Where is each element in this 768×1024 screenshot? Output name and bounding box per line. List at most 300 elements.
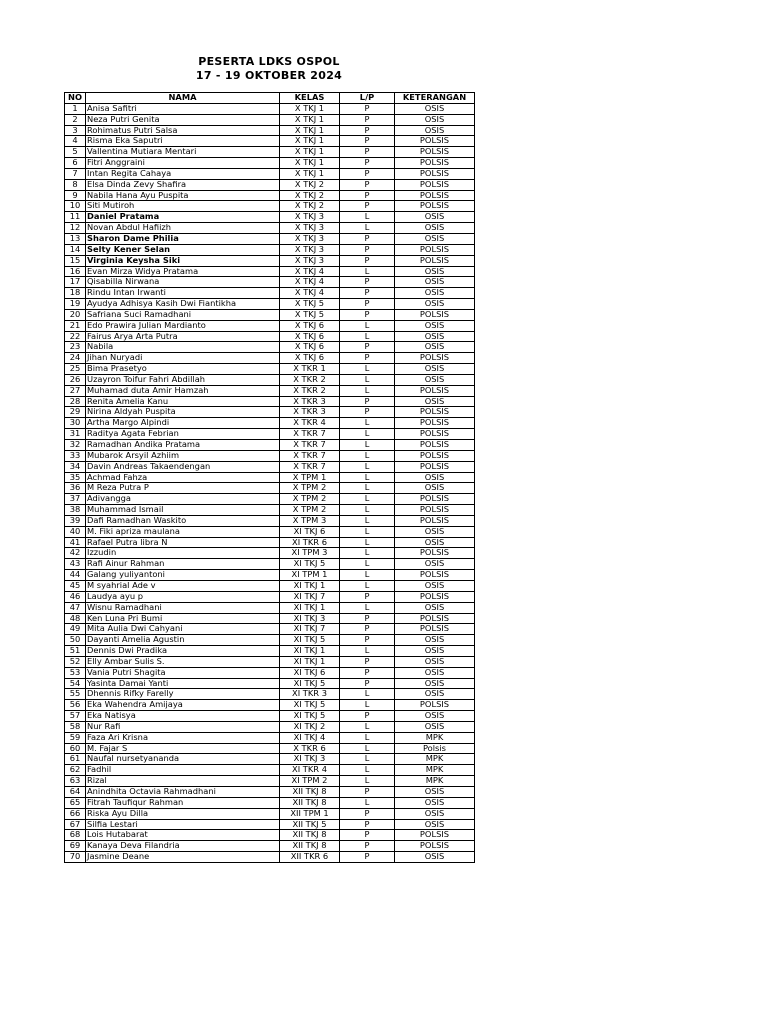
participant-gender: L xyxy=(340,570,395,581)
row-number: 67 xyxy=(65,819,86,830)
participant-class: XI TKJ 7 xyxy=(280,591,340,602)
participant-name: Fitrah Taufiqur Rahman xyxy=(86,797,280,808)
participant-name: Silfia Lestari xyxy=(86,819,280,830)
participant-name: Dhennis Rifky Farelly xyxy=(86,689,280,700)
participant-class: XI TKJ 2 xyxy=(280,721,340,732)
participant-name: Galang yuliyantoni xyxy=(86,570,280,581)
table-row xyxy=(65,852,475,863)
table-row xyxy=(65,732,475,743)
participant-name: Yasinta Damai Yanti xyxy=(86,678,280,689)
participant-role: OSIS xyxy=(395,125,475,136)
participant-gender: L xyxy=(340,559,395,570)
participant-name: Artha Margo Alpindi xyxy=(86,418,280,429)
participant-gender: P xyxy=(340,244,395,255)
participant-class: X TKR 7 xyxy=(280,440,340,451)
participant-role: OSIS xyxy=(395,114,475,125)
participant-name: M syahrial Ade v xyxy=(86,580,280,591)
table-row xyxy=(65,201,475,212)
participant-class: X TKJ 1 xyxy=(280,147,340,158)
participant-role: POLSIS xyxy=(395,407,475,418)
table-row xyxy=(65,288,475,299)
row-number: 8 xyxy=(65,179,86,190)
row-number: 31 xyxy=(65,429,86,440)
participant-gender: P xyxy=(340,635,395,646)
participant-name: Vallentina Mutiara Mentari xyxy=(86,147,280,158)
participant-name: Eka Natisya xyxy=(86,711,280,722)
participant-name: Elly Ambar Sulis S. xyxy=(86,656,280,667)
row-number: 37 xyxy=(65,494,86,505)
table-row xyxy=(65,168,475,179)
table-row xyxy=(65,515,475,526)
participant-gender: P xyxy=(340,147,395,158)
participant-class: X TKJ 1 xyxy=(280,136,340,147)
table-row xyxy=(65,320,475,331)
row-number: 64 xyxy=(65,787,86,798)
table-body xyxy=(65,103,475,862)
table-row xyxy=(65,266,475,277)
row-number: 50 xyxy=(65,635,86,646)
row-number: 27 xyxy=(65,385,86,396)
table-row xyxy=(65,711,475,722)
table-row xyxy=(65,342,475,353)
participant-role: POLSIS xyxy=(395,255,475,266)
table-row xyxy=(65,331,475,342)
participant-gender: P xyxy=(340,190,395,201)
participant-name: Ramadhan Andika Pratama xyxy=(86,440,280,451)
participant-gender: P xyxy=(340,342,395,353)
participant-gender: P xyxy=(340,125,395,136)
participant-gender: L xyxy=(340,537,395,548)
row-number: 65 xyxy=(65,797,86,808)
table-row xyxy=(65,559,475,570)
participant-role: OSIS xyxy=(395,526,475,537)
table-row xyxy=(65,440,475,451)
participant-role: MPK xyxy=(395,765,475,776)
participant-role: OSIS xyxy=(395,103,475,114)
participant-gender: L xyxy=(340,505,395,516)
participant-role: POLSIS xyxy=(395,440,475,451)
row-number: 55 xyxy=(65,689,86,700)
participant-name: Muhamad duta Amir Hamzah xyxy=(86,385,280,396)
participant-class: X TKJ 4 xyxy=(280,277,340,288)
participant-gender: L xyxy=(340,548,395,559)
participant-gender: P xyxy=(340,656,395,667)
participant-class: X TKJ 6 xyxy=(280,320,340,331)
row-number: 5 xyxy=(65,147,86,158)
participant-role: POLSIS xyxy=(395,190,475,201)
row-number: 41 xyxy=(65,537,86,548)
table-row xyxy=(65,136,475,147)
participant-gender: L xyxy=(340,364,395,375)
participant-gender: L xyxy=(340,385,395,396)
participant-role: OSIS xyxy=(395,277,475,288)
table-row xyxy=(65,418,475,429)
participant-role: OSIS xyxy=(395,667,475,678)
participant-class: XII TKJ 8 xyxy=(280,841,340,852)
participant-gender: L xyxy=(340,374,395,385)
participant-role: OSIS xyxy=(395,819,475,830)
participant-name: Riska Ayu Dilla xyxy=(86,808,280,819)
participant-class: XII TKJ 8 xyxy=(280,830,340,841)
participant-name: Edo Prawira Julian Mardianto xyxy=(86,320,280,331)
row-number: 59 xyxy=(65,732,86,743)
participant-name: Rafael Putra libra N xyxy=(86,537,280,548)
participant-role: POLSIS xyxy=(395,461,475,472)
participant-class: X TKJ 6 xyxy=(280,331,340,342)
participant-role: OSIS xyxy=(395,678,475,689)
participant-role: POLSIS xyxy=(395,515,475,526)
participant-name: Novan Abdul Hafiizh xyxy=(86,223,280,234)
participant-role: OSIS xyxy=(395,852,475,863)
participant-role: OSIS xyxy=(395,537,475,548)
participant-class: XI TKJ 1 xyxy=(280,580,340,591)
participant-name: Mubarok Arsyil Azhiim xyxy=(86,450,280,461)
header-keterangan: KETERANGAN xyxy=(395,93,475,104)
participant-role: OSIS xyxy=(395,808,475,819)
participant-class: X TKJ 3 xyxy=(280,255,340,266)
participant-class: X TKJ 4 xyxy=(280,288,340,299)
row-number: 17 xyxy=(65,277,86,288)
participant-class: X TKJ 1 xyxy=(280,114,340,125)
participant-role: POLSIS xyxy=(395,570,475,581)
row-number: 21 xyxy=(65,320,86,331)
participant-role: OSIS xyxy=(395,656,475,667)
participant-name: Rohimatus Putri Salsa xyxy=(86,125,280,136)
participant-name: Faza Ari Krisna xyxy=(86,732,280,743)
table-row xyxy=(65,353,475,364)
participant-role: POLSIS xyxy=(395,136,475,147)
participant-role: POLSIS xyxy=(395,309,475,320)
participant-gender: L xyxy=(340,320,395,331)
participant-class: X TPM 3 xyxy=(280,515,340,526)
row-number: 24 xyxy=(65,353,86,364)
participant-class: X TKR 2 xyxy=(280,374,340,385)
participant-name: Uzayron Toifur Fahri Abdillah xyxy=(86,374,280,385)
participant-class: XI TKJ 6 xyxy=(280,526,340,537)
table-row xyxy=(65,429,475,440)
row-number: 45 xyxy=(65,580,86,591)
participant-gender: P xyxy=(340,830,395,841)
participant-role: POLSIS xyxy=(395,700,475,711)
participant-name: Fitri Anggraini xyxy=(86,158,280,169)
participant-gender: P xyxy=(340,396,395,407)
participant-gender: L xyxy=(340,732,395,743)
row-number: 33 xyxy=(65,450,86,461)
participant-class: XI TKJ 7 xyxy=(280,624,340,635)
participant-role: OSIS xyxy=(395,721,475,732)
participant-gender: P xyxy=(340,255,395,266)
row-number: 49 xyxy=(65,624,86,635)
participant-gender: P xyxy=(340,136,395,147)
participant-class: X TKR 1 xyxy=(280,364,340,375)
participant-gender: L xyxy=(340,515,395,526)
table-row xyxy=(65,299,475,310)
header-nama: NAMA xyxy=(86,93,280,104)
participant-role: POLSIS xyxy=(395,179,475,190)
participant-role: POLSIS xyxy=(395,841,475,852)
table-row xyxy=(65,277,475,288)
row-number: 25 xyxy=(65,364,86,375)
participant-role: POLSIS xyxy=(395,613,475,624)
row-number: 26 xyxy=(65,374,86,385)
participant-gender: L xyxy=(340,689,395,700)
table-row xyxy=(65,309,475,320)
row-number: 7 xyxy=(65,168,86,179)
participant-class: XI TKJ 3 xyxy=(280,754,340,765)
participant-gender: P xyxy=(340,114,395,125)
participant-class: X TKR 7 xyxy=(280,461,340,472)
participant-gender: L xyxy=(340,212,395,223)
participant-class: X TKR 6 xyxy=(280,743,340,754)
participant-name: Evan Mirza Widya Pratama xyxy=(86,266,280,277)
participant-class: X TKJ 2 xyxy=(280,179,340,190)
participant-class: XII TKJ 8 xyxy=(280,797,340,808)
table-row xyxy=(65,787,475,798)
participant-role: OSIS xyxy=(395,602,475,613)
table-row xyxy=(65,114,475,125)
participant-role: OSIS xyxy=(395,483,475,494)
participant-gender: L xyxy=(340,754,395,765)
participant-name: Kanaya Deva Filandria xyxy=(86,841,280,852)
participant-name: Fadhil xyxy=(86,765,280,776)
table-row xyxy=(65,656,475,667)
table-row xyxy=(65,364,475,375)
participant-class: XI TKJ 1 xyxy=(280,646,340,657)
participant-role: OSIS xyxy=(395,787,475,798)
participant-gender: P xyxy=(340,353,395,364)
participant-role: MPK xyxy=(395,732,475,743)
participant-name: Rizal xyxy=(86,776,280,787)
participant-name: Dafi Ramadhan Waskito xyxy=(86,515,280,526)
row-number: 35 xyxy=(65,472,86,483)
participant-class: X TKJ 2 xyxy=(280,190,340,201)
row-number: 38 xyxy=(65,505,86,516)
table-row xyxy=(65,678,475,689)
row-number: 61 xyxy=(65,754,86,765)
table-row xyxy=(65,819,475,830)
participant-gender: P xyxy=(340,819,395,830)
table-row xyxy=(65,797,475,808)
participant-gender: L xyxy=(340,765,395,776)
participant-name: Selty Kener Selan xyxy=(86,244,280,255)
participant-gender: P xyxy=(340,808,395,819)
participant-class: X TKJ 6 xyxy=(280,353,340,364)
participant-role: POLSIS xyxy=(395,418,475,429)
participant-gender: L xyxy=(340,797,395,808)
participant-role: OSIS xyxy=(395,233,475,244)
row-number: 30 xyxy=(65,418,86,429)
participant-name: Siti Mutiroh xyxy=(86,201,280,212)
row-number: 11 xyxy=(65,212,86,223)
table-row xyxy=(65,830,475,841)
participant-class: XI TKJ 5 xyxy=(280,700,340,711)
participant-gender: P xyxy=(340,179,395,190)
row-number: 16 xyxy=(65,266,86,277)
participant-name: Dennis Dwi Pradika xyxy=(86,646,280,657)
participant-gender: P xyxy=(340,787,395,798)
table-row xyxy=(65,754,475,765)
row-number: 56 xyxy=(65,700,86,711)
participant-role: OSIS xyxy=(395,374,475,385)
participant-class: X TPM 2 xyxy=(280,505,340,516)
participant-gender: L xyxy=(340,223,395,234)
table-row xyxy=(65,580,475,591)
participant-class: X TKJ 5 xyxy=(280,309,340,320)
participant-name: Nirina Aldyah Puspita xyxy=(86,407,280,418)
participant-name: Vania Putri Shagita xyxy=(86,667,280,678)
row-number: 1 xyxy=(65,103,86,114)
row-number: 70 xyxy=(65,852,86,863)
participant-role: OSIS xyxy=(395,299,475,310)
participant-name: M Reza Putra P xyxy=(86,483,280,494)
participant-class: XI TKJ 6 xyxy=(280,667,340,678)
participant-name: Neza Putri Genita xyxy=(86,114,280,125)
participant-class: XI TPM 1 xyxy=(280,570,340,581)
participant-class: X TKJ 2 xyxy=(280,201,340,212)
table-row xyxy=(65,179,475,190)
participant-name: Muhammad Ismail xyxy=(86,505,280,516)
row-number: 39 xyxy=(65,515,86,526)
participant-role: Polsis xyxy=(395,743,475,754)
row-number: 14 xyxy=(65,244,86,255)
participant-name: Eka Wahendra Amijaya xyxy=(86,700,280,711)
table-row xyxy=(65,646,475,657)
participant-class: X TKR 2 xyxy=(280,385,340,396)
row-number: 53 xyxy=(65,667,86,678)
row-number: 9 xyxy=(65,190,86,201)
participant-name: Dayanti Amelia Agustin xyxy=(86,635,280,646)
participant-class: X TKJ 4 xyxy=(280,266,340,277)
table-row xyxy=(65,526,475,537)
participant-gender: L xyxy=(340,331,395,342)
table-row xyxy=(65,103,475,114)
participant-name: Ken Luna Pri Bumi xyxy=(86,613,280,624)
participant-gender: P xyxy=(340,168,395,179)
row-number: 36 xyxy=(65,483,86,494)
table-row xyxy=(65,385,475,396)
table-row xyxy=(65,624,475,635)
participant-class: XI TKJ 1 xyxy=(280,656,340,667)
participant-role: OSIS xyxy=(395,635,475,646)
participant-role: OSIS xyxy=(395,646,475,657)
participant-name: Raditya Agata Febrian xyxy=(86,429,280,440)
participant-gender: L xyxy=(340,776,395,787)
participant-class: X TKR 7 xyxy=(280,450,340,461)
table-header-row xyxy=(65,93,475,104)
participant-gender: P xyxy=(340,711,395,722)
table-row xyxy=(65,125,475,136)
table-row xyxy=(65,721,475,732)
participant-role: POLSIS xyxy=(395,244,475,255)
row-number: 51 xyxy=(65,646,86,657)
participant-role: OSIS xyxy=(395,342,475,353)
participant-gender: P xyxy=(340,288,395,299)
table-row xyxy=(65,158,475,169)
participant-gender: L xyxy=(340,440,395,451)
row-number: 57 xyxy=(65,711,86,722)
document-title: PESERTA LDKS OSPOL xyxy=(198,55,340,68)
participant-gender: P xyxy=(340,407,395,418)
participant-name: Adivangga xyxy=(86,494,280,505)
participant-role: POLSIS xyxy=(395,385,475,396)
participant-name: Bima Prasetyo xyxy=(86,364,280,375)
participant-role: OSIS xyxy=(395,288,475,299)
table-row xyxy=(65,613,475,624)
participant-class: XI TKJ 3 xyxy=(280,613,340,624)
participant-name: Safriana Suci Ramadhani xyxy=(86,309,280,320)
participant-role: MPK xyxy=(395,754,475,765)
participant-role: OSIS xyxy=(395,689,475,700)
row-number: 6 xyxy=(65,158,86,169)
row-number: 46 xyxy=(65,591,86,602)
row-number: 60 xyxy=(65,743,86,754)
participant-class: XI TKJ 5 xyxy=(280,635,340,646)
participant-gender: P xyxy=(340,841,395,852)
participant-name: Lois Hutabarat xyxy=(86,830,280,841)
participant-name: Nabila xyxy=(86,342,280,353)
participant-name: Jihan Nuryadi xyxy=(86,353,280,364)
participant-class: X TPM 2 xyxy=(280,494,340,505)
participant-gender: P xyxy=(340,591,395,602)
participant-role: POLSIS xyxy=(395,548,475,559)
row-number: 12 xyxy=(65,223,86,234)
participant-class: X TKJ 6 xyxy=(280,342,340,353)
participant-name: Davin Andreas Takaendengan xyxy=(86,461,280,472)
participant-class: X TKJ 3 xyxy=(280,233,340,244)
table-row xyxy=(65,505,475,516)
participant-gender: P xyxy=(340,103,395,114)
participant-gender: L xyxy=(340,418,395,429)
participant-class: X TKJ 3 xyxy=(280,223,340,234)
participant-name: Intan Regita Cahaya xyxy=(86,168,280,179)
participant-gender: P xyxy=(340,624,395,635)
table-row xyxy=(65,537,475,548)
participant-class: X TPM 2 xyxy=(280,483,340,494)
table-row xyxy=(65,808,475,819)
participant-table xyxy=(64,92,475,863)
participant-gender: P xyxy=(340,299,395,310)
participant-name: Sharon Dame Philia xyxy=(86,233,280,244)
participant-gender: L xyxy=(340,450,395,461)
participant-class: XI TKJ 5 xyxy=(280,711,340,722)
participant-class: XI TKJ 4 xyxy=(280,732,340,743)
table-row xyxy=(65,548,475,559)
row-number: 48 xyxy=(65,613,86,624)
table-row xyxy=(65,223,475,234)
row-number: 40 xyxy=(65,526,86,537)
participant-class: X TKR 3 xyxy=(280,407,340,418)
participant-gender: L xyxy=(340,721,395,732)
participant-role: OSIS xyxy=(395,364,475,375)
participant-name: Laudya ayu p xyxy=(86,591,280,602)
participant-name: Elsa Dinda Zevy Shafira xyxy=(86,179,280,190)
participant-class: X TKJ 3 xyxy=(280,244,340,255)
participant-role: POLSIS xyxy=(395,494,475,505)
row-number: 66 xyxy=(65,808,86,819)
table-row xyxy=(65,483,475,494)
table-row xyxy=(65,472,475,483)
participant-name: Mita Aulia Dwi Cahyani xyxy=(86,624,280,635)
participant-gender: P xyxy=(340,678,395,689)
table-row xyxy=(65,667,475,678)
participant-gender: L xyxy=(340,483,395,494)
row-number: 19 xyxy=(65,299,86,310)
participant-role: MPK xyxy=(395,776,475,787)
participant-name: Nur Rafi xyxy=(86,721,280,732)
row-number: 3 xyxy=(65,125,86,136)
row-number: 52 xyxy=(65,656,86,667)
row-number: 29 xyxy=(65,407,86,418)
